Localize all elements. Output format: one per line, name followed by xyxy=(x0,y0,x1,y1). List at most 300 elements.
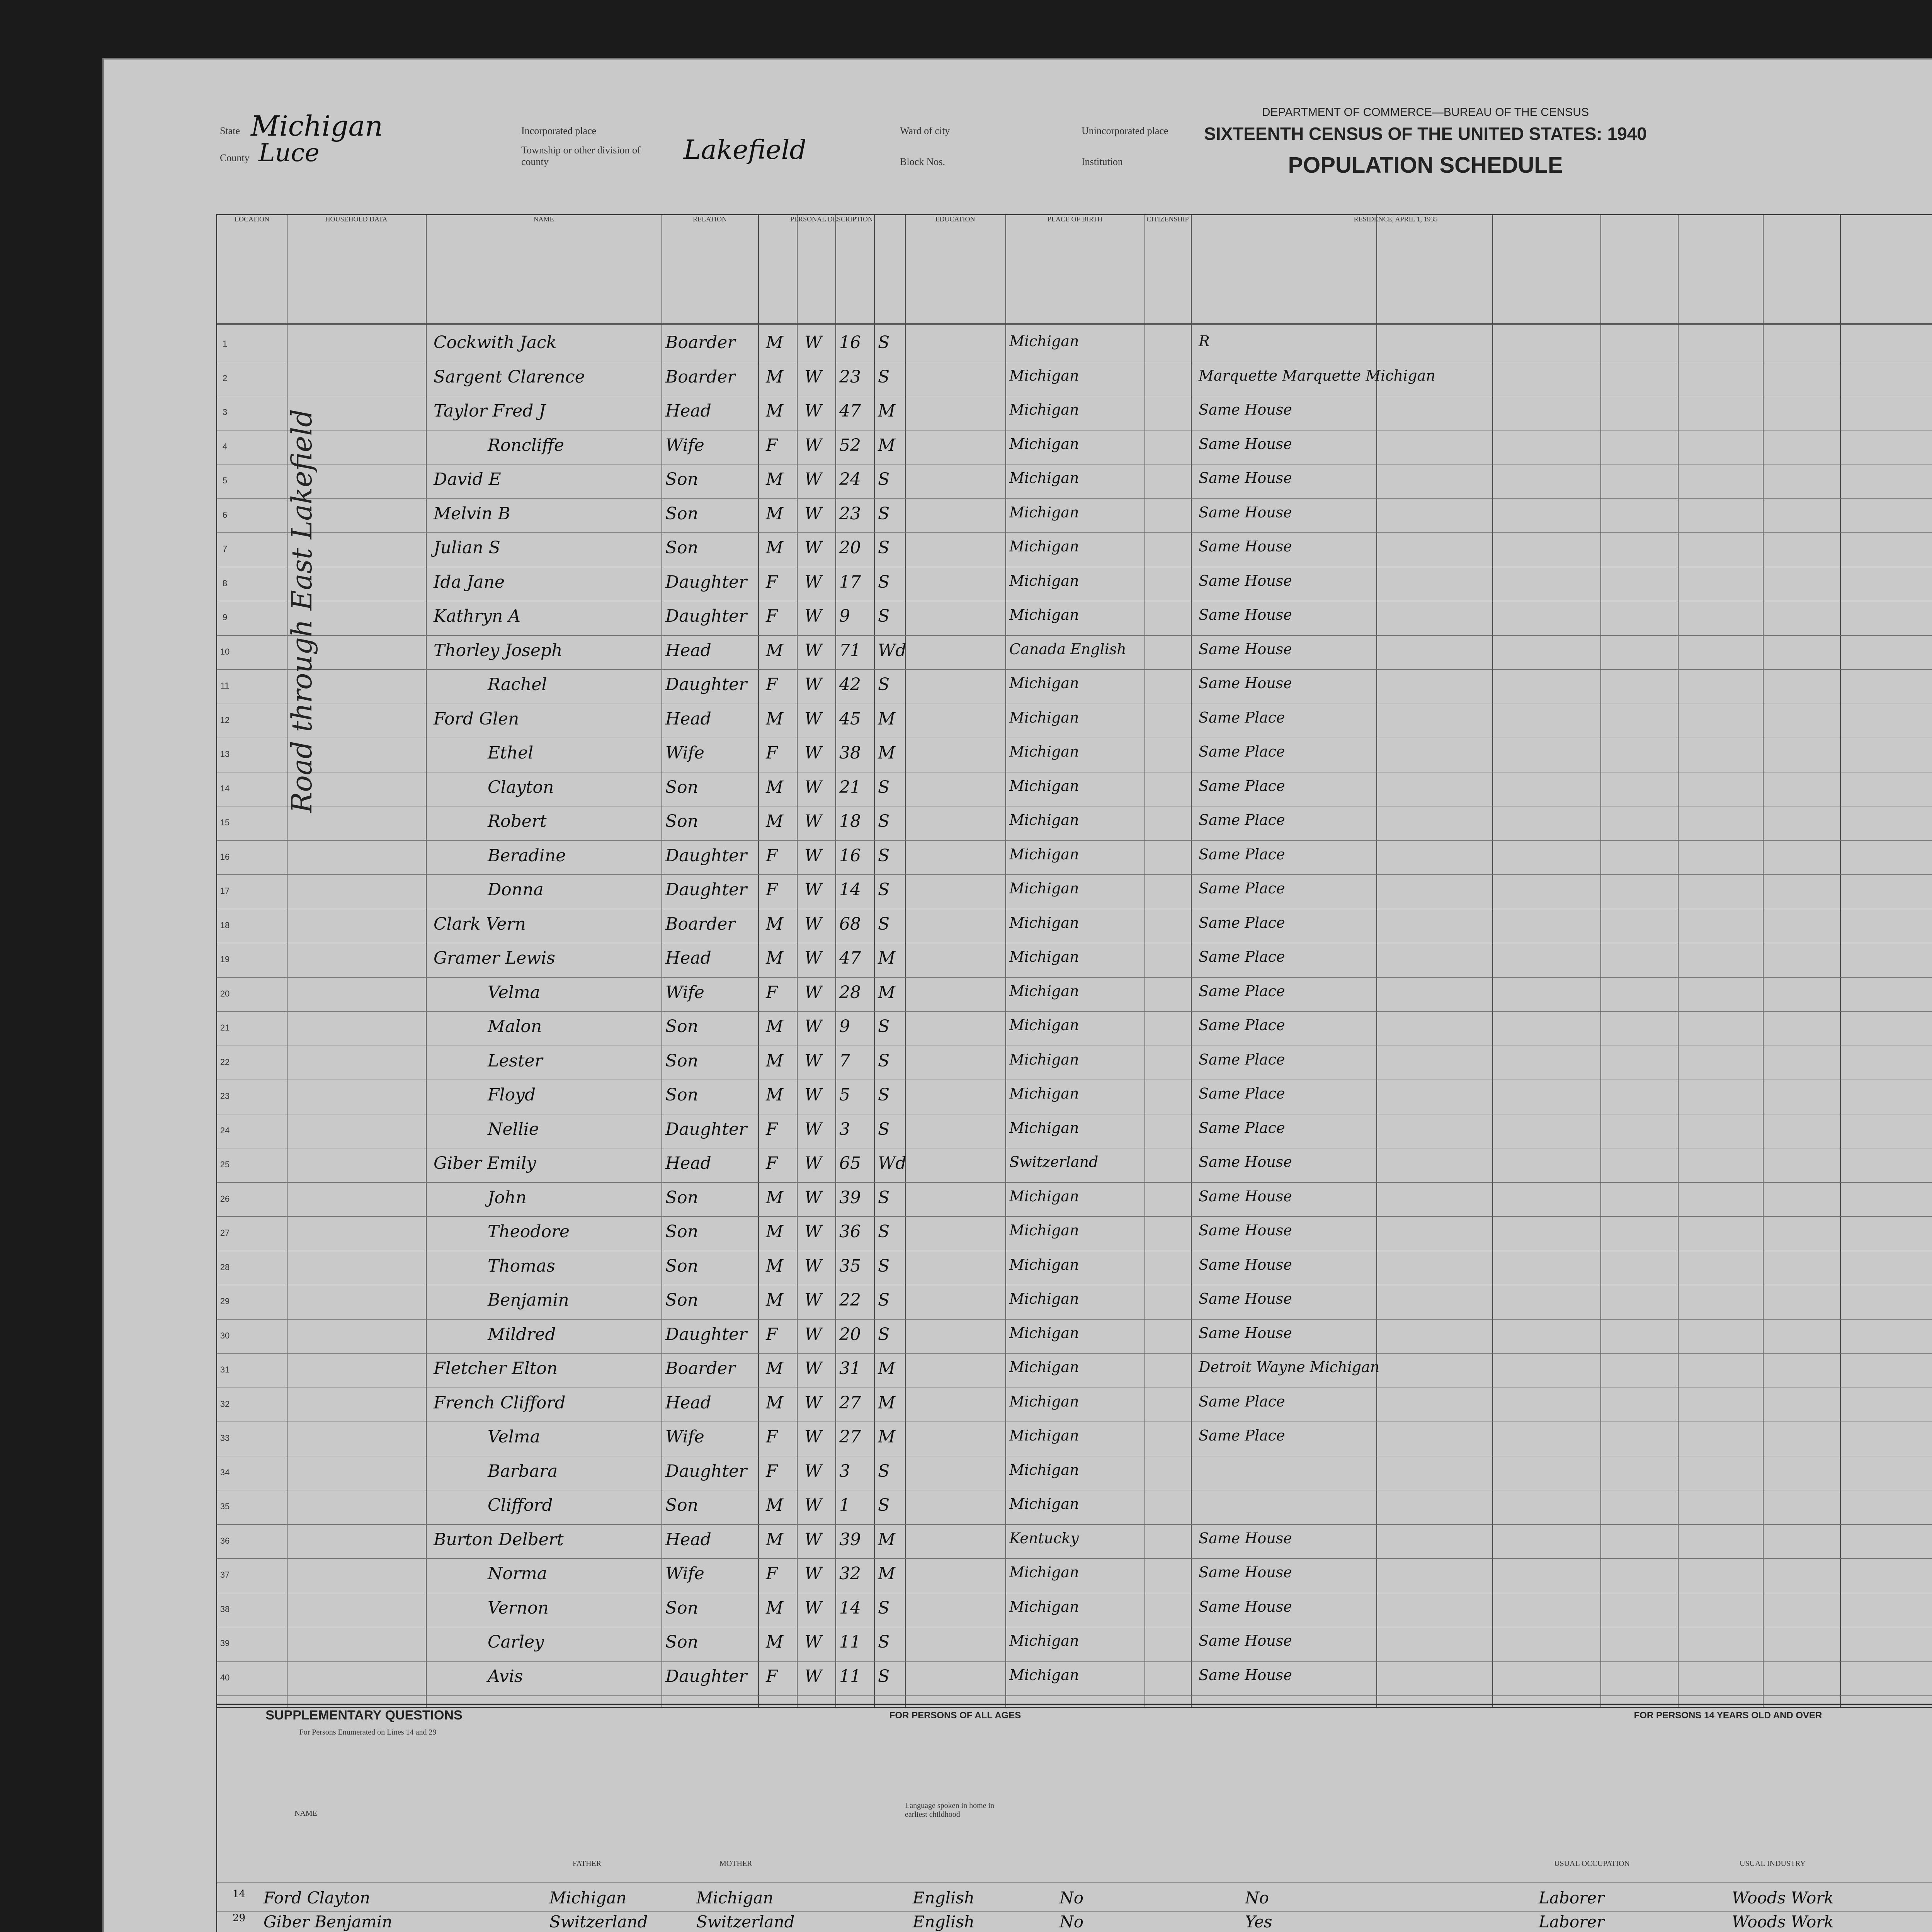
race: W xyxy=(804,1324,822,1344)
supp-person-name: Ford Clayton xyxy=(264,1888,370,1907)
row-divider xyxy=(217,635,1932,636)
age: 16 xyxy=(839,333,861,352)
sex: F xyxy=(766,1119,778,1139)
age: 14 xyxy=(839,880,861,900)
relation: Son xyxy=(665,1187,698,1208)
age: 71 xyxy=(839,640,861,660)
supp-usual-ind-col: USUAL INDUSTRY xyxy=(1740,1859,1806,1868)
sex: M xyxy=(766,469,784,489)
sex: M xyxy=(766,640,784,660)
line-number: 28 xyxy=(220,1262,230,1272)
age: 31 xyxy=(839,1359,861,1378)
age: 47 xyxy=(839,401,861,421)
supp-mother-birthplace: Michigan xyxy=(696,1888,774,1907)
supplementary-subtitle: For Persons Enumerated on Lines 14 and 29 xyxy=(299,1728,437,1736)
age: 11 xyxy=(839,1632,861,1652)
marital-status: S xyxy=(878,1051,890,1071)
birthplace: Michigan xyxy=(1009,1495,1079,1512)
supp-usual-industry: Woods Work xyxy=(1732,1912,1834,1931)
residence-1935: Marquette Marquette Michigan xyxy=(1199,367,1435,384)
person-name: Cockwith Jack xyxy=(434,333,557,352)
race: W xyxy=(804,743,822,763)
sex: M xyxy=(766,1187,784,1208)
sex: M xyxy=(766,777,784,797)
person-name: Carley xyxy=(488,1632,544,1652)
relation: Son xyxy=(665,1256,698,1276)
person-name: Roncliffe xyxy=(488,435,564,455)
race: W xyxy=(804,606,822,626)
birthplace: Michigan xyxy=(1009,709,1079,726)
marital-status: S xyxy=(878,880,890,900)
relation: Son xyxy=(665,811,698,831)
row-divider xyxy=(217,840,1932,841)
residence-1935: Same House xyxy=(1199,1564,1292,1581)
supp-usual-industry: Woods Work xyxy=(1732,1888,1834,1907)
marital-status: Wd xyxy=(878,1153,906,1173)
supp-usual-occupation: Laborer xyxy=(1539,1888,1605,1907)
person-name: Benjamin xyxy=(488,1290,569,1310)
person-name: Kathryn A xyxy=(434,606,521,626)
residence-1935: Same House xyxy=(1199,1290,1292,1307)
divider xyxy=(1376,215,1377,1707)
birthplace: Michigan xyxy=(1009,1222,1079,1239)
person-name: Sargent Clarence xyxy=(434,367,585,387)
sex: F xyxy=(766,572,778,592)
relation: Daughter xyxy=(665,1119,747,1139)
birthplace: Michigan xyxy=(1009,675,1079,692)
marital-status: M xyxy=(878,709,896,729)
relation: Son xyxy=(665,1017,698,1036)
race: W xyxy=(804,914,822,934)
relation: Daughter xyxy=(665,675,747,694)
birth-header: PLACE OF BIRTH xyxy=(1005,215,1145,323)
birthplace: Michigan xyxy=(1009,1290,1079,1307)
sex: M xyxy=(766,1598,784,1618)
residence-1935: Same Place xyxy=(1199,948,1285,965)
relation: Wife xyxy=(665,435,704,455)
supp-name-col: NAME xyxy=(294,1809,317,1818)
relation: Wife xyxy=(665,1564,704,1583)
race: W xyxy=(804,503,822,524)
relation: Head xyxy=(665,709,711,729)
race: W xyxy=(804,367,822,387)
fourteen-over-heading: FOR PERSONS 14 YEARS OLD AND OVER xyxy=(1634,1710,1822,1721)
marital-status: S xyxy=(878,845,890,866)
birthplace: Michigan xyxy=(1009,743,1079,760)
sex: M xyxy=(766,948,784,968)
education-header: EDUCATION xyxy=(905,215,1006,323)
household-header: HOUSEHOLD DATA xyxy=(287,215,427,323)
sex: M xyxy=(766,1495,784,1515)
sex: M xyxy=(766,1256,784,1276)
birthplace: Michigan xyxy=(1009,469,1079,486)
supp-veteran: No xyxy=(1060,1912,1084,1931)
relation: Daughter xyxy=(665,1461,747,1481)
supplementary-title: SUPPLEMENTARY QUESTIONS xyxy=(265,1708,463,1723)
divider xyxy=(1840,215,1841,1707)
marital-status: S xyxy=(878,1256,890,1276)
divider xyxy=(1191,215,1192,1707)
race: W xyxy=(804,1427,822,1447)
row-divider xyxy=(217,532,1932,533)
person-name: Clifford xyxy=(488,1495,553,1515)
age: 27 xyxy=(839,1427,861,1447)
person-name: Thomas xyxy=(488,1256,555,1276)
sex: M xyxy=(766,914,784,934)
race: W xyxy=(804,1290,822,1310)
race: W xyxy=(804,1051,822,1071)
relation: Son xyxy=(665,1598,698,1618)
residence-1935: Same Place xyxy=(1199,982,1285,1000)
birthplace: Michigan xyxy=(1009,606,1079,623)
race: W xyxy=(804,572,822,592)
race: W xyxy=(804,1085,822,1105)
age: 9 xyxy=(839,1017,850,1036)
race: W xyxy=(804,538,822,558)
marital-status: S xyxy=(878,1017,890,1036)
birthplace: Michigan xyxy=(1009,401,1079,418)
marital-status: M xyxy=(878,743,896,763)
relation: Wife xyxy=(665,1427,704,1447)
residence-1935: Same Place xyxy=(1199,880,1285,897)
residence-1935: Same House xyxy=(1199,1632,1292,1649)
sex: F xyxy=(766,1153,778,1173)
birthplace: Michigan xyxy=(1009,1427,1079,1444)
row-divider xyxy=(217,874,1932,875)
row-divider xyxy=(217,1182,1932,1183)
supp-social-security: Yes xyxy=(1245,1912,1272,1931)
line-number: 2 xyxy=(222,373,228,383)
person-name: Norma xyxy=(488,1564,547,1583)
line-number: 13 xyxy=(220,749,230,759)
line-number: 26 xyxy=(220,1194,230,1204)
marital-status: M xyxy=(878,1564,896,1583)
relation: Daughter xyxy=(665,572,747,592)
marital-status: Wd xyxy=(878,640,906,660)
birthplace: Michigan xyxy=(1009,777,1079,794)
person-name: Clayton xyxy=(488,777,554,797)
relation: Son xyxy=(665,503,698,524)
person-name: Velma xyxy=(488,982,540,1002)
person-name: Theodore xyxy=(488,1222,570,1242)
supp-usual-occ-col: USUAL OCCUPATION xyxy=(1554,1859,1630,1868)
person-name: Donna xyxy=(488,880,544,900)
residence-1935: Same House xyxy=(1199,606,1292,623)
birthplace: Michigan xyxy=(1009,1256,1079,1273)
supp-line-number: 14 xyxy=(233,1888,246,1900)
marital-status: M xyxy=(878,1359,896,1378)
race: W xyxy=(804,1119,822,1139)
birthplace: Kentucky xyxy=(1009,1529,1079,1547)
age: 28 xyxy=(839,982,861,1002)
birthplace: Michigan xyxy=(1009,1461,1079,1478)
supplementary-section xyxy=(216,1704,1932,1932)
department-heading: DEPARTMENT OF COMMERCE—BUREAU OF THE CENSUS xyxy=(1262,106,1589,119)
relation: Son xyxy=(665,1085,698,1105)
divider xyxy=(1005,215,1006,1707)
marital-status: S xyxy=(878,1495,890,1515)
race: W xyxy=(804,469,822,489)
age: 45 xyxy=(839,709,861,729)
line-number: 18 xyxy=(220,920,230,930)
divider xyxy=(835,215,836,1707)
line-number: 39 xyxy=(220,1638,230,1648)
row-divider xyxy=(217,669,1932,670)
marital-status: S xyxy=(878,538,890,558)
relation: Wife xyxy=(665,743,704,763)
person-name: Beradine xyxy=(488,845,566,866)
race: W xyxy=(804,1598,822,1618)
person-name: John xyxy=(488,1187,527,1208)
line-number: 15 xyxy=(220,818,230,827)
race: W xyxy=(804,1017,822,1036)
age: 39 xyxy=(839,1529,861,1549)
marital-status: S xyxy=(878,675,890,694)
age: 11 xyxy=(839,1666,861,1686)
county-label: County xyxy=(220,152,250,163)
row-divider xyxy=(217,1558,1932,1559)
divider xyxy=(1492,215,1493,1707)
residence-1935: Same House xyxy=(1199,1256,1292,1273)
sex: M xyxy=(766,1017,784,1036)
age: 21 xyxy=(839,777,861,797)
line-number: 4 xyxy=(222,441,228,451)
race: W xyxy=(804,435,822,455)
marital-status: S xyxy=(878,1119,890,1139)
residence-1935: Same House xyxy=(1199,640,1292,658)
sex: F xyxy=(766,845,778,866)
state-label: State xyxy=(220,125,240,136)
supp-father-col: FATHER xyxy=(573,1859,602,1868)
sex: M xyxy=(766,709,784,729)
age: 9 xyxy=(839,606,850,626)
person-name: Floyd xyxy=(488,1085,536,1105)
relation: Boarder xyxy=(665,1359,736,1378)
relation: Daughter xyxy=(665,1666,747,1686)
line-number: 25 xyxy=(220,1160,230,1169)
age: 65 xyxy=(839,1153,861,1173)
relation: Wife xyxy=(665,982,704,1002)
township-value: Lakefield xyxy=(684,135,807,165)
block-label: Block Nos. xyxy=(900,156,945,167)
race: W xyxy=(804,1666,822,1686)
line-number: 27 xyxy=(220,1228,230,1238)
birthplace: Michigan xyxy=(1009,914,1079,931)
sex: F xyxy=(766,743,778,763)
race: W xyxy=(804,1393,822,1413)
person-name: Fletcher Elton xyxy=(434,1359,558,1378)
birthplace: Michigan xyxy=(1009,1017,1079,1034)
age: 14 xyxy=(839,1598,861,1618)
person-name: Nellie xyxy=(488,1119,539,1139)
location-header: LOCATION xyxy=(217,215,287,323)
age: 20 xyxy=(839,1324,861,1344)
schedule-title: POPULATION SCHEDULE xyxy=(1288,153,1563,178)
line-number: 12 xyxy=(220,715,230,725)
sex: M xyxy=(766,367,784,387)
person-name: Ford Glen xyxy=(434,709,519,729)
divider xyxy=(797,215,798,1707)
birthplace: Michigan xyxy=(1009,572,1079,589)
line-number: 36 xyxy=(220,1536,230,1546)
line-number: 17 xyxy=(220,886,230,896)
unincorporated-label: Unincorporated place xyxy=(1082,125,1168,136)
person-name: Clark Vern xyxy=(434,914,526,934)
residence-1935: Same House xyxy=(1199,538,1292,555)
age: 32 xyxy=(839,1564,861,1583)
marital-status: S xyxy=(878,572,890,592)
marital-status: S xyxy=(878,1222,890,1242)
sex: F xyxy=(766,1564,778,1583)
row-divider xyxy=(217,1011,1932,1012)
marital-status: M xyxy=(878,401,896,421)
person-name: Rachel xyxy=(488,675,547,694)
marital-status: S xyxy=(878,1324,890,1344)
line-number: 9 xyxy=(222,612,228,622)
relation: Boarder xyxy=(665,367,736,387)
incorporated-label: Incorporated place xyxy=(521,125,597,136)
marital-status: S xyxy=(878,1461,890,1481)
line-number: 7 xyxy=(222,544,228,554)
line-number: 16 xyxy=(220,852,230,862)
line-number: 24 xyxy=(220,1125,230,1135)
sex: M xyxy=(766,401,784,421)
age: 27 xyxy=(839,1393,861,1413)
race: W xyxy=(804,709,822,729)
birthplace: Michigan xyxy=(1009,845,1079,863)
marital-status: S xyxy=(878,777,890,797)
line-number: 40 xyxy=(220,1672,230,1682)
sex: M xyxy=(766,1359,784,1378)
row-divider xyxy=(217,1353,1932,1354)
age: 7 xyxy=(839,1051,850,1071)
relation: Boarder xyxy=(665,333,736,352)
row-divider xyxy=(217,1661,1932,1662)
residence-1935: Same House xyxy=(1199,572,1292,589)
marital-status: S xyxy=(878,1632,890,1652)
census-sheet xyxy=(102,58,1932,1932)
line-number: 37 xyxy=(220,1570,230,1580)
birthplace: Switzerland xyxy=(1009,1153,1099,1170)
row-divider xyxy=(217,977,1932,978)
birthplace: Michigan xyxy=(1009,1564,1079,1581)
race: W xyxy=(804,1529,822,1549)
race: W xyxy=(804,982,822,1002)
marital-status: S xyxy=(878,1187,890,1208)
relation-header: RELATION xyxy=(662,215,759,323)
race: W xyxy=(804,845,822,866)
relation: Daughter xyxy=(665,880,747,900)
person-name: Ethel xyxy=(488,743,534,763)
person-name: Thorley Joseph xyxy=(434,640,563,660)
residence-1935: Same Place xyxy=(1199,743,1285,760)
personal-header: PERSONAL DESCRIPTION xyxy=(758,215,906,323)
birthplace: Michigan xyxy=(1009,1598,1079,1615)
supp-social-security: No xyxy=(1245,1888,1269,1907)
divider xyxy=(758,215,759,1707)
birthplace: Canada English xyxy=(1009,640,1126,658)
age: 18 xyxy=(839,811,861,831)
sex: M xyxy=(766,333,784,352)
relation: Son xyxy=(665,538,698,558)
line-number: 8 xyxy=(222,578,228,588)
sex: M xyxy=(766,811,784,831)
supp-language: English xyxy=(913,1912,975,1931)
person-name: Velma xyxy=(488,1427,540,1447)
county-value: Luce xyxy=(259,139,320,167)
age: 68 xyxy=(839,914,861,934)
residence-1935: Same Place xyxy=(1199,709,1285,726)
sex: F xyxy=(766,1324,778,1344)
age: 23 xyxy=(839,503,861,524)
line-number: 21 xyxy=(220,1023,230,1032)
age: 52 xyxy=(839,435,861,455)
marital-status: S xyxy=(878,606,890,626)
person-name: Malon xyxy=(488,1017,542,1036)
birthplace: Michigan xyxy=(1009,1051,1079,1068)
divider xyxy=(905,215,906,1707)
divider xyxy=(1763,215,1764,1707)
race: W xyxy=(804,640,822,660)
person-name: Burton Delbert xyxy=(434,1529,564,1549)
birthplace: Michigan xyxy=(1009,1119,1079,1136)
person-name: French Clifford xyxy=(434,1393,566,1413)
sex: F xyxy=(766,880,778,900)
birthplace: Michigan xyxy=(1009,948,1079,965)
birthplace: Michigan xyxy=(1009,1324,1079,1342)
supp-person-name: Giber Benjamin xyxy=(264,1912,393,1931)
race: W xyxy=(804,777,822,797)
sex: M xyxy=(766,538,784,558)
line-number: 19 xyxy=(220,954,230,964)
residence-1935: Same Place xyxy=(1199,811,1285,828)
census-title: SIXTEENTH CENSUS OF THE UNITED STATES: 1940 xyxy=(1204,124,1647,144)
race: W xyxy=(804,1564,822,1583)
age: 23 xyxy=(839,367,861,387)
relation: Son xyxy=(665,777,698,797)
line-number: 29 xyxy=(220,1296,230,1306)
race: W xyxy=(804,1256,822,1276)
birthplace: Michigan xyxy=(1009,1359,1079,1376)
sex: F xyxy=(766,606,778,626)
header-rule xyxy=(217,323,1932,325)
person-name: Melvin B xyxy=(434,503,510,524)
marital-status: S xyxy=(878,1598,890,1618)
supp-veteran: No xyxy=(1060,1888,1084,1907)
residence-1935: Same House xyxy=(1199,503,1292,521)
residence-1935: Same Place xyxy=(1199,845,1285,863)
age: 22 xyxy=(839,1290,861,1310)
relation: Head xyxy=(665,948,711,968)
person-name: Barbara xyxy=(488,1461,558,1481)
sex: F xyxy=(766,1427,778,1447)
marital-status: M xyxy=(878,435,896,455)
line-number: 6 xyxy=(222,510,228,520)
marital-status: S xyxy=(878,367,890,387)
residence-1935: Same House xyxy=(1199,1222,1292,1239)
birthplace: Michigan xyxy=(1009,811,1079,828)
age: 16 xyxy=(839,845,861,866)
sex: M xyxy=(766,1529,784,1549)
marital-status: S xyxy=(878,914,890,934)
marital-status: M xyxy=(878,982,896,1002)
residence-1935: Same House xyxy=(1199,1153,1292,1170)
race: W xyxy=(804,1153,822,1173)
row-divider xyxy=(217,1695,1932,1696)
supp-language-col: Language spoken in home in earliest childhood xyxy=(905,1801,995,1819)
sex: F xyxy=(766,435,778,455)
birthplace: Michigan xyxy=(1009,435,1079,452)
